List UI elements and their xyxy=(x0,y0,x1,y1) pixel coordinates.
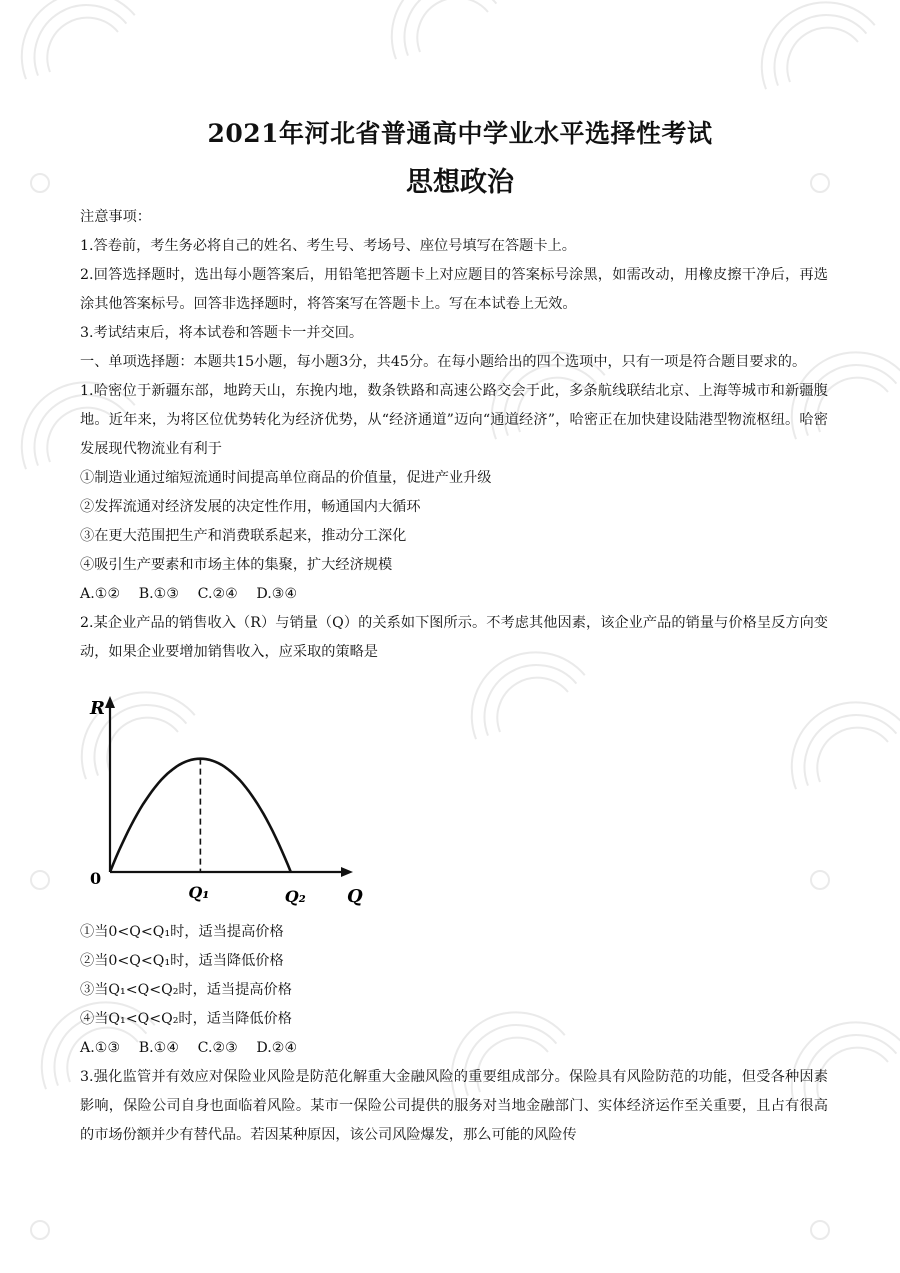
q1-statement: ①制造业通过缩短流通时间提高单位商品的价值量，促进产业升级 xyxy=(80,470,492,486)
q3-stem: 3.强化监管并有效应对保险业风险是防范化解重大金融风险的重要组成部分。保险具有风险防范的功能，但受各种因素影响，保险公司自身也面临着风险。某市一保险公司提供的服务对当地金融部门、实体经济运作至关重要，且占有很高的市场份额并少有替代品。若因某种原因，该公司风险爆发，那么可能的风险传 xyxy=(80,1069,828,1143)
q1-option: D.③④ xyxy=(256,586,298,602)
exam-body-lower xyxy=(80,918,828,1150)
exam-title: 2021年河北省普通高中学业水平选择性考试 xyxy=(207,119,713,148)
y-axis-arrow xyxy=(105,696,115,708)
q1-statement: ②发挥流通对经济发展的决定性作用，畅通国内大循环 xyxy=(80,499,421,515)
watermark-dot xyxy=(811,1221,829,1239)
q1-option: C.②④ xyxy=(197,586,238,602)
watermark-dot xyxy=(31,871,49,889)
exam-subject: 思想政治 xyxy=(406,167,514,198)
watermark-arc xyxy=(787,28,858,82)
watermark-arc xyxy=(22,0,135,79)
watermark-arc xyxy=(762,2,875,89)
notice-item: 2.回答选择题时，选出每小题答案后，用铅笔把答题卡上对应题目的答案标号涂黑，如需改动，用橡皮擦干净后，再选涂其他答案标号。回答非选择题时，将答案写在答题卡上。写在本试卷上无效。 xyxy=(80,267,828,312)
q2-option: B.①④ xyxy=(138,1040,180,1056)
q2-options xyxy=(80,1034,828,1063)
q2-statement: ④当Q₁<Q<Q₂时，适当降低价格 xyxy=(80,1011,292,1027)
x-axis-arrow xyxy=(341,867,353,877)
watermark-arc xyxy=(792,702,900,789)
revenue-chart xyxy=(80,692,380,922)
notice-item: 3.考试结束后，将本试卷和答题卡一并交回。 xyxy=(80,325,364,341)
q1-option: B.①③ xyxy=(138,586,180,602)
watermark-arc xyxy=(775,15,867,86)
watermark-arc xyxy=(47,18,118,72)
q2-option: A.①③ xyxy=(80,1040,121,1056)
watermark-arc xyxy=(805,715,897,786)
x-axis-label: Q xyxy=(347,886,363,907)
notice-item: 1.答卷前，考生务必将自己的姓名、考生号、考场号、座位号填写在答题卡上。 xyxy=(80,238,576,254)
q2-statement: ①当0<Q<Q₁时，适当提高价格 xyxy=(80,924,284,940)
origin-label: 0 xyxy=(90,869,102,888)
q1-statement: ③在更大范围把生产和消费联系起来，推动分工深化 xyxy=(80,528,407,544)
watermark-dot xyxy=(811,871,829,889)
q2-tick-label: Q₂ xyxy=(284,887,306,906)
watermark-dot xyxy=(31,1221,49,1239)
watermark-arc xyxy=(497,678,568,732)
q1-options xyxy=(80,580,828,609)
q2-option: D.②④ xyxy=(256,1040,298,1056)
revenue-curve xyxy=(110,759,291,872)
q1-tick-label: Q₁ xyxy=(188,883,210,902)
q2-stem: 2.某企业产品的销售收入（R）与销量（Q）的关系如下图所示。不考虑其他因素，该企业产品的销量与价格呈反方向变动，如果企业要增加销售收入，应采取的策略是 xyxy=(80,615,828,660)
watermark-arc xyxy=(817,728,888,782)
q1-option: A.①② xyxy=(80,586,121,602)
watermark-arc xyxy=(417,0,488,52)
y-axis-label: R xyxy=(90,698,105,719)
watermark-dot xyxy=(31,174,49,192)
watermark-arc xyxy=(35,5,127,76)
watermark-arc xyxy=(392,0,505,59)
watermark-arc xyxy=(485,665,577,736)
notice-heading: 注意事项： xyxy=(80,209,151,225)
exam-body-upper xyxy=(80,203,828,667)
section-intro: 一、单项选择题：本题共15小题，每小题3分，共45分。在每小题给出的四个选项中，只有一项是符合题目要求的。 xyxy=(80,354,807,370)
q2-option: C.②③ xyxy=(197,1040,238,1056)
q1-stem: 1.哈密位于新疆东部，地跨天山，东挽内地，数条铁路和高速公路交会于此，多条航线联结北京、上海等城市和新疆腹地。近年来，为将区位优势转化为经济优势，从“经济通道”迈向“通道经济”，哈密正在加快建设陆港型物流枢纽。哈密发展现代物流业有利于 xyxy=(80,383,828,457)
watermark-arc xyxy=(405,0,497,56)
q2-statement: ②当0<Q<Q₁时，适当降低价格 xyxy=(80,953,284,969)
q1-statement: ④吸引生产要素和市场主体的集聚，扩大经济规模 xyxy=(80,557,393,573)
q2-statement: ③当Q₁<Q<Q₂时，适当提高价格 xyxy=(80,982,292,998)
